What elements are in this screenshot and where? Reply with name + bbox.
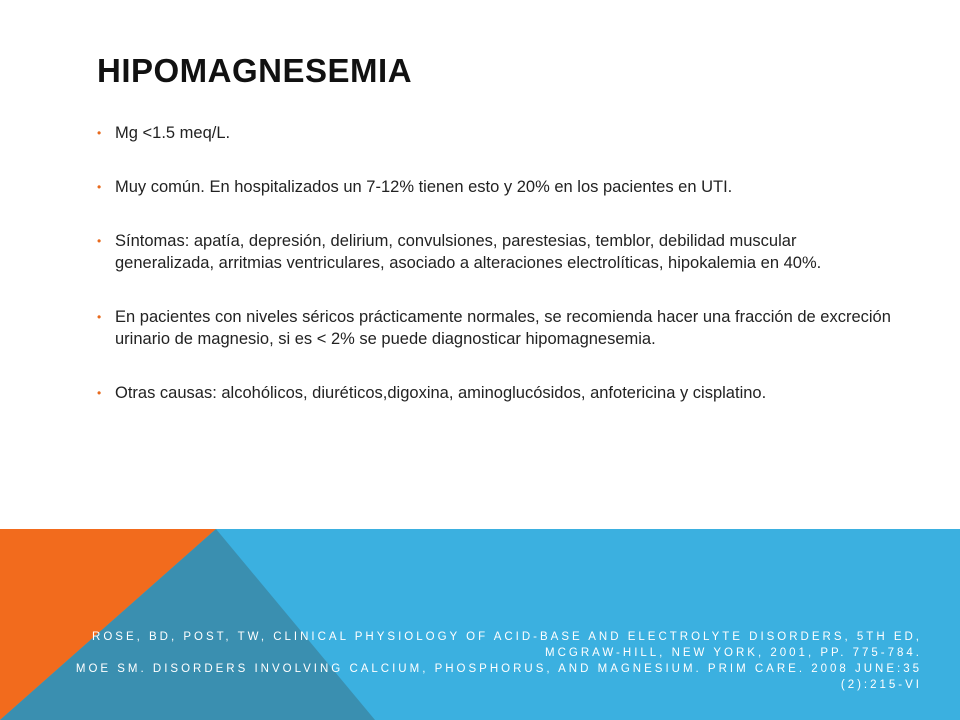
bullet-text: Mg <1.5 meq/L. [115,124,231,142]
bullet-dot-icon: • [97,386,102,400]
bullet-item [97,382,897,404]
bullet-text: Síntomas: apatía, depresión, delirium, convulsiones, parestesias, temblor, debilidad muscular generalizada, arritmias ventriculares, asociado a alteraciones electrolíticas, hipokalemia en 40%. [115,232,822,272]
bullet-item [97,230,897,274]
reference-item: ROSE, BD, POST, TW, CLINICAL PHYSIOLOGY OF ACID-BASE AND ELECTROLYTE DISORDERS, 5TH ED, MCGRAW-HILL, NEW YORK, 2001, PP. 775-784. [92,631,922,659]
bullet-text: Muy común. En hospitalizados un 7-12% tienen esto y 20% en los pacientes en UTI. [115,178,733,196]
bullet-dot-icon: • [97,180,102,194]
bullet-item [97,176,897,198]
reference-item: MOE SM. DISORDERS INVOLVING CALCIUM, PHOSPHORUS, AND MAGNESIUM. PRIM CARE. 2008 JUNE:35 (2):215-VI [75,663,922,691]
bullet-dot-icon: • [97,126,102,140]
references [42,629,922,693]
slide-title: HIPOMAGNESEMIA [97,52,413,89]
bullet-item [97,122,897,144]
bullet-text: Otras causas: alcohólicos, diuréticos,digoxina, aminoglucósidos, anfotericina y cisplatino. [115,384,767,402]
bullet-text: En pacientes con niveles séricos prácticamente normales, se recomienda hacer una fracción de excreción urinario de magnesio, si es < 2% se puede diagnosticar hipomagnesemia. [115,308,891,348]
bullet-dot-icon: • [97,234,102,248]
bullet-list [97,122,897,404]
bullet-item [97,306,897,350]
bullet-dot-icon: • [97,310,102,324]
